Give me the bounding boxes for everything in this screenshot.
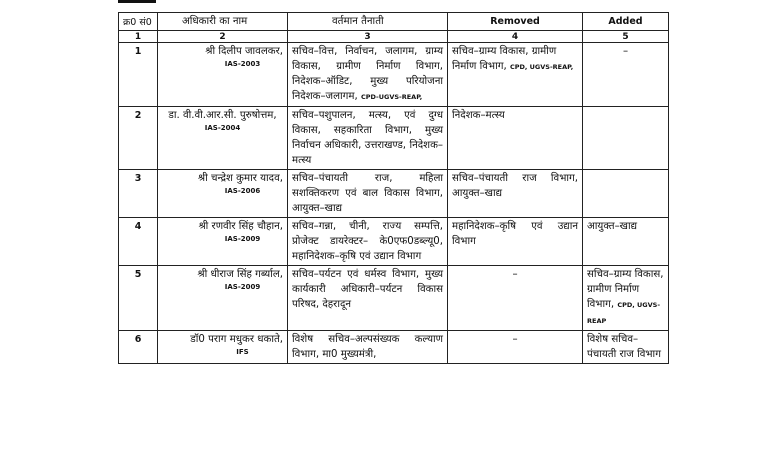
removed-cell [448,331,583,364]
table-row [119,43,669,107]
officer-cadre: IFS [236,348,249,356]
officer-name-cell [158,107,288,170]
col-index: 3 [288,31,448,43]
col-index: 4 [448,31,583,43]
serial-number: 4 [119,218,158,266]
officer-name: श्री चन्द्रेश कुमार यादव, [197,173,283,184]
header-added: Added [583,13,669,31]
officer-name-cell [158,331,288,364]
officer-cadre: IAS-2004 [204,124,241,132]
serial-number: 5 [119,266,158,331]
added-cell: आयुक्त–खाद्य [583,218,669,266]
added-cell [583,170,669,218]
col-index: 2 [158,31,288,43]
added-cell [583,266,669,331]
officer-name-cell [158,266,288,331]
serial-number: 1 [119,43,158,107]
current-posting-text: सचिव–वित्त, निर्वाचन, जलागम, ग्राम्य विकास, ग्रामीण निर्माण विभाग, निदेशक–ऑडिट, मुख्य परियोजना निदेशक–जलागम, [292,46,443,102]
officer-cadre: IAS-2009 [224,283,261,291]
header-sn: क्र0 सं0 [119,13,158,31]
officer-cadre: IAS-2009 [224,235,261,243]
removed-text: – [512,334,518,345]
removed-en: CPD, UGVS-REAP, [509,63,574,71]
removed-cell [448,266,583,331]
table-row [119,331,669,364]
table-row [119,170,669,218]
col-index: 1 [119,31,158,43]
header-name: अधिकारी का नाम [158,13,288,31]
removed-cell: सचिव–पंचायती राज विभाग, आयुक्त–खाद्य [448,170,583,218]
current-posting: सचिव–पशुपालन, मत्स्य, एवं दुग्ध विकास, सहकारिता विभाग, मुख्य निर्वाचन अधिकारी, उत्तराखण्ड, निदेशक– मत्स्य [288,107,448,170]
current-posting [288,43,448,107]
serial-number: 2 [119,107,158,170]
officer-name: डॉ0 पराग मधुकर धकाते, [190,334,283,345]
officer-name: डा. वी.वी.आर.सी. पुरुषोत्तम, [168,110,277,121]
added-en: CPD, UGVS-REAP [587,301,661,325]
header-removed: Removed [448,13,583,31]
current-posting: सचिव–गन्ना, चीनी, राज्य सम्पत्ति, प्रोजेक्ट डायरेक्टर– के0एफ0डब्ल्यू0, महानिदेशक–कृषि एवं उद्यान विभाग [288,218,448,266]
added-text: सचिव–ग्राम्य विकास, ग्रामीण निर्माण विभाग, [587,269,664,310]
col-index: 5 [583,31,669,43]
header-current: वर्तमान तैनाती [288,13,448,31]
officer-cadre: IAS-2003 [224,60,261,68]
added-cell [583,107,669,170]
serial-number: 3 [119,170,158,218]
table-row [119,266,669,331]
removed-cell: महानिदेशक–कृषि एवं उद्यान विभाग [448,218,583,266]
current-posting: विशेष सचिव–अल्पसंख्यक कल्याण विभाग, मा0 मुख्यमंत्री, [288,331,448,364]
added-text: – [622,46,629,57]
officer-name-cell [158,43,288,107]
added-cell: विशेष सचिव– पंचायती राज विभाग [583,331,669,364]
officer-name-cell [158,218,288,266]
removed-cell: निदेशक–मत्स्य [448,107,583,170]
officer-name: श्री रणवीर सिंह चौहान, [198,221,283,232]
added-cell [583,43,669,107]
removed-text: – [512,269,518,280]
column-index-row [119,31,669,43]
table-row [119,107,669,170]
top-underline [118,0,156,3]
officer-name: श्री धीराज सिंह गर्ब्याल, [197,269,283,280]
current-posting: सचिव–पंचायती राज, महिला सशक्तिकरण एवं बाल विकास विभाग, आयुक्त–खाद्य [288,170,448,218]
removed-text: सचिव–ग्राम्य विकास, ग्रामीण निर्माण विभाग, [452,46,557,72]
officer-cadre: IAS-2006 [224,187,261,195]
officer-name-cell [158,170,288,218]
officer-transfer-table [118,12,669,364]
current-posting-en: CPD-UGVS-REAP, [360,93,423,101]
officer-name: श्री दिलीप जावलकर, [205,46,283,57]
table-row [119,218,669,266]
serial-number: 6 [119,331,158,364]
current-posting: सचिव–पर्यटन एवं धर्मस्व विभाग, मुख्य कार्यकारी अधिकारी–पर्यटन विकास परिषद, देहरादून [288,266,448,331]
removed-cell [448,43,583,107]
header-row [119,13,669,31]
